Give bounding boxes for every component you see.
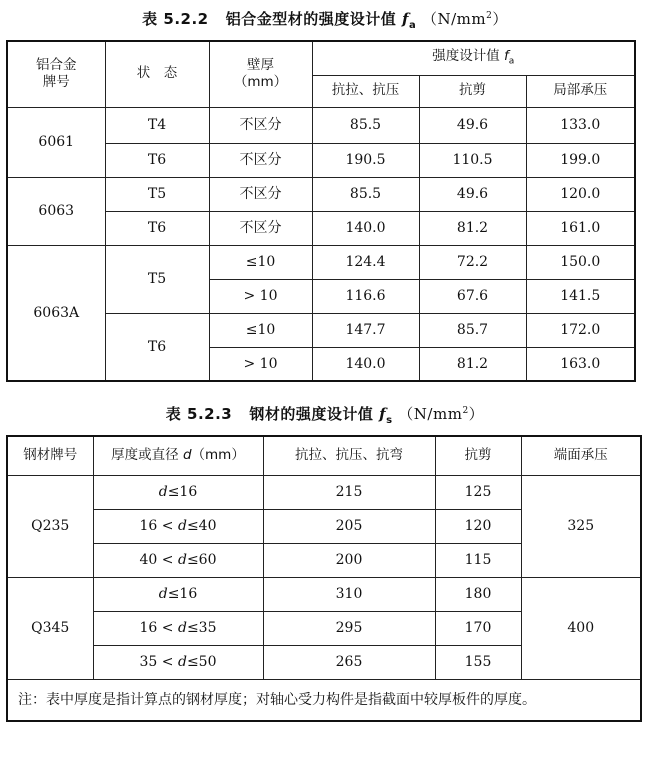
- shear-cell: 49.6: [419, 107, 526, 143]
- thickness-cell: > 10: [209, 279, 312, 313]
- bearing-cell: 161.0: [526, 211, 635, 245]
- thickness-range-cell: d≤16: [93, 475, 263, 509]
- bearing-cell: 120.0: [526, 177, 635, 211]
- tension-cell: 124.4: [312, 245, 419, 279]
- thickness-cell: 不区分: [209, 143, 312, 177]
- state-cell: T5: [105, 177, 209, 211]
- table-row: [7, 107, 635, 143]
- thickness-cell: > 10: [209, 347, 312, 381]
- thickness-range-cell: 16 < d≤40: [93, 509, 263, 543]
- table-row: [7, 577, 641, 611]
- tension-cell: 85.5: [312, 107, 419, 143]
- thickness-range-cell: d≤16: [93, 577, 263, 611]
- header-thickness: 壁厚 （mm）: [209, 41, 312, 107]
- table1-caption-title: 铝合金型材的强度设计值: [225, 10, 397, 28]
- state-cell: T6: [105, 211, 209, 245]
- shear-cell: 120: [435, 509, 521, 543]
- header-end-bearing: 端面承压: [521, 436, 641, 475]
- tension-cell: 295: [263, 611, 435, 645]
- thickness-range-cell: 35 < d≤50: [93, 645, 263, 679]
- table1-caption: [0, 8, 650, 31]
- bearing-cell: 400: [521, 577, 641, 679]
- table2-caption: [0, 403, 650, 426]
- tension-cell: 200: [263, 543, 435, 577]
- shear-cell: 180: [435, 577, 521, 611]
- tension-cell: 140.0: [312, 211, 419, 245]
- header-state: 状 态: [105, 41, 209, 107]
- header-shear: 抗剪: [435, 436, 521, 475]
- table1-caption-symbol-sub: a: [408, 20, 417, 31]
- grade-cell: Q345: [7, 577, 93, 679]
- bearing-cell: 325: [521, 475, 641, 577]
- shear-cell: 125: [435, 475, 521, 509]
- table-row: [7, 475, 641, 509]
- header-strength: 强度设计值 $f_a$: [312, 41, 635, 75]
- tension-cell: 265: [263, 645, 435, 679]
- shear-cell: 72.2: [419, 245, 526, 279]
- thickness-range-cell: 16 < d≤35: [93, 611, 263, 645]
- tension-cell: 116.6: [312, 279, 419, 313]
- table1-caption-prefix: 表 5.2.2: [142, 10, 209, 28]
- bearing-cell: 150.0: [526, 245, 635, 279]
- tension-cell: 215: [263, 475, 435, 509]
- thickness-cell: 不区分: [209, 177, 312, 211]
- tension-cell: 85.5: [312, 177, 419, 211]
- state-cell: T4: [105, 107, 209, 143]
- table1-caption-unit: $(N/mm^2)$: [421, 10, 508, 28]
- table2-caption-prefix: 表 5.2.3: [165, 405, 233, 423]
- table2-caption-unit: $(N/mm^2)$: [398, 405, 485, 423]
- bearing-cell: 141.5: [526, 279, 635, 313]
- shear-cell: 81.2: [419, 347, 526, 381]
- grade-cell: 6061: [7, 107, 105, 177]
- shear-cell: 81.2: [419, 211, 526, 245]
- aluminum-strength-table: [6, 40, 636, 382]
- header-shear: 抗剪: [419, 75, 526, 107]
- thickness-cell: 不区分: [209, 211, 312, 245]
- state-cell: T6: [105, 313, 209, 381]
- header-steel-grade: 钢材牌号: [7, 436, 93, 475]
- table2-caption-title: 钢材的强度设计值: [249, 405, 374, 423]
- bearing-cell: 199.0: [526, 143, 635, 177]
- tension-cell: 205: [263, 509, 435, 543]
- bearing-cell: 163.0: [526, 347, 635, 381]
- table-note: 注：表中厚度是指计算点的钢材厚度；对轴心受力构件是指截面中较厚板件的厚度。: [7, 679, 641, 721]
- thickness-range-cell: 40 < d≤60: [93, 543, 263, 577]
- thickness-cell: ≤10: [209, 313, 312, 347]
- thickness-cell: ≤10: [209, 245, 312, 279]
- table2-caption-symbol-sub: s: [386, 415, 393, 426]
- header-grade: 铝合金 牌号: [7, 41, 105, 107]
- table-row: [7, 245, 635, 279]
- grade-cell: 6063: [7, 177, 105, 245]
- table-row: [7, 177, 635, 211]
- grade-cell: Q235: [7, 475, 93, 577]
- shear-cell: 115: [435, 543, 521, 577]
- header-tension-bend: 抗拉、抗压、抗弯: [263, 436, 435, 475]
- shear-cell: 110.5: [419, 143, 526, 177]
- shear-cell: 67.6: [419, 279, 526, 313]
- header-thickness-diameter: 厚度或直径 d（mm）: [93, 436, 263, 475]
- tension-cell: 140.0: [312, 347, 419, 381]
- table1-caption-symbol: f: [402, 10, 409, 28]
- header-tension: 抗拉、抗压: [312, 75, 419, 107]
- steel-strength-table: [6, 435, 642, 722]
- table2-caption-symbol: f: [379, 405, 387, 423]
- shear-cell: 85.7: [419, 313, 526, 347]
- tension-cell: 310: [263, 577, 435, 611]
- header-bearing: 局部承压: [526, 75, 635, 107]
- bearing-cell: 133.0: [526, 107, 635, 143]
- shear-cell: 49.6: [419, 177, 526, 211]
- state-cell: T6: [105, 143, 209, 177]
- thickness-cell: 不区分: [209, 107, 312, 143]
- state-cell: T5: [105, 245, 209, 313]
- shear-cell: 155: [435, 645, 521, 679]
- shear-cell: 170: [435, 611, 521, 645]
- bearing-cell: 172.0: [526, 313, 635, 347]
- tension-cell: 190.5: [312, 143, 419, 177]
- grade-cell: 6063A: [7, 245, 105, 381]
- tension-cell: 147.7: [312, 313, 419, 347]
